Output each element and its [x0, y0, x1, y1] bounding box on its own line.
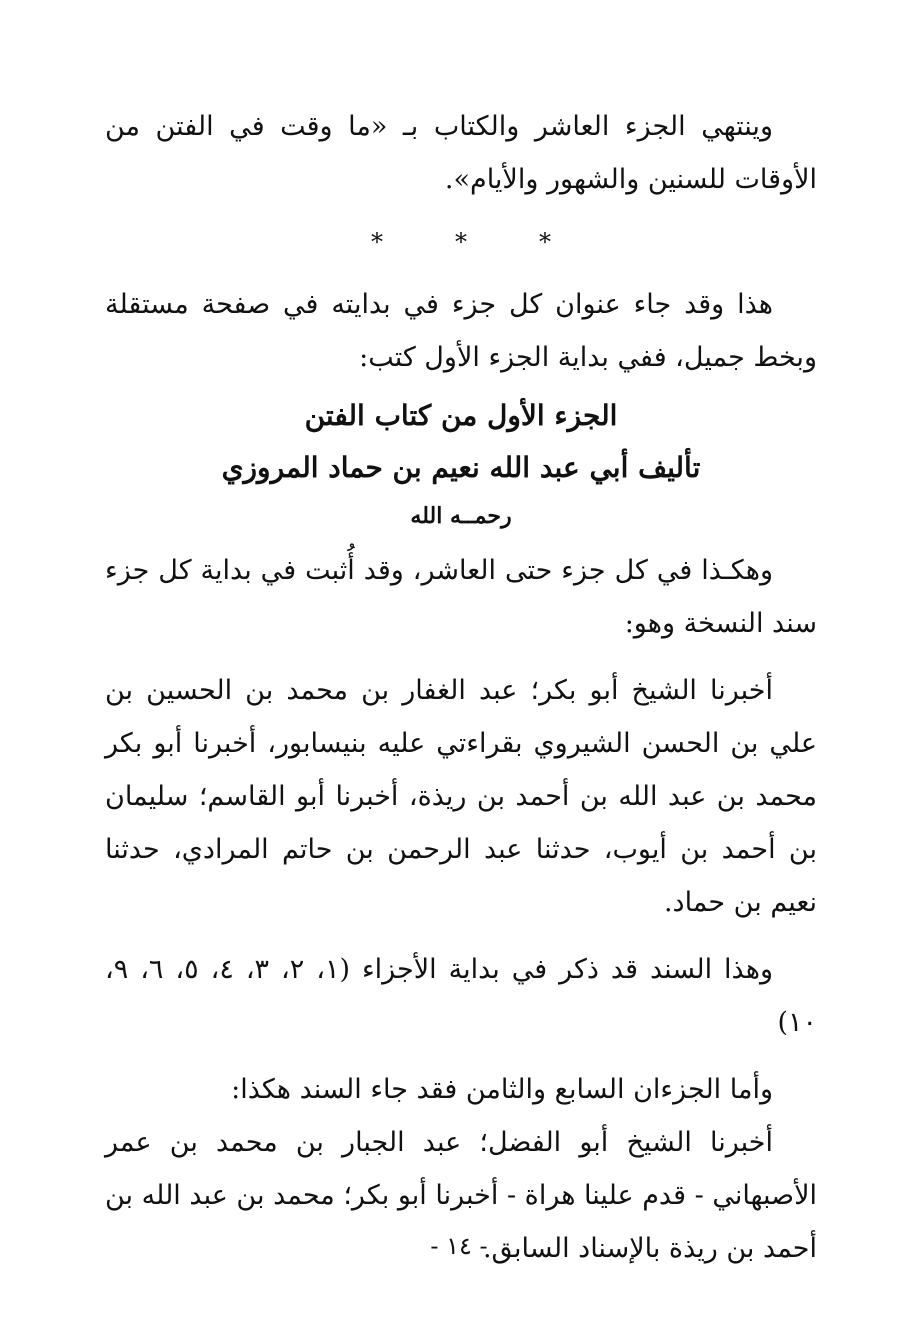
page-body — [105, 100, 817, 1275]
paragraph-chain-intro: وهكـذا في كل جزء حتى العاشر، وقد أُثبت في بداية كل جزء سند النسخة وهو: — [105, 555, 817, 639]
separator-star-icon: * — [455, 227, 467, 256]
separator-star-icon: * — [539, 227, 551, 256]
star-separator — [105, 206, 817, 278]
paragraph-parts-seven-eight: وأما الجزءان السابع والثامن فقد جاء السند هكذا: — [231, 1074, 773, 1105]
spacer — [105, 929, 817, 943]
spacer — [105, 1049, 817, 1063]
spacer — [105, 650, 817, 664]
paragraph-ending-note: وينتهي الجزء العاشر والكتاب بـ «ما وقت في الفتن من الأوقات للسنين والشهور والأيام». — [105, 111, 817, 195]
paragraph-title-description: هذا وقد جاء عنوان كل جزء في بدايته في صفحة مستقلة وبخط جميل، ففي بداية الجزء الأول كتب: — [105, 289, 817, 373]
page-number: - ١٤ - — [430, 1232, 488, 1260]
title-line-author: تأليف أبي عبد الله نعيم بن حماد المروزي — [221, 451, 701, 484]
title-line-part: الجزء الأول من كتاب الفتن — [304, 399, 618, 432]
paragraph-chain-text: أخبرنا الشيخ أبو بكر؛ عبد الغفار بن محمد بن الحسين بن علي بن الحسن الشيروي بقراءتي عليه بنيسابور، أخبرنا أبو بكر محمد بن عبد الله بن أحمد بن ريذة، أخبرنا أبو القاسم؛ سليمان بن أحمد بن أيوب، حدثنا عبد الرحمن بن حاتم المرادي، حدثنا نعيم بن حماد. — [105, 675, 817, 918]
separator-star-icon: * — [371, 227, 383, 256]
paragraph-second-chain: أخبرنا الشيخ أبو الفضل؛ عبد الجبار بن محمد بن عمر الأصبهاني - قدم علينا هراة - أخبرنا أبو بكر؛ محمد بن عبد الله بن أحمد بن ريذة بالإسناد السابق. — [105, 1127, 817, 1264]
paragraph-chain-parts: وهذا السند قد ذكر في بداية الأجزاء (١، ٢، ٣، ٤، ٥، ٦، ٩، ١٠) — [105, 954, 817, 1038]
title-line-blessing: رحمــه الله — [410, 503, 512, 529]
manuscript-title-block — [105, 390, 817, 538]
